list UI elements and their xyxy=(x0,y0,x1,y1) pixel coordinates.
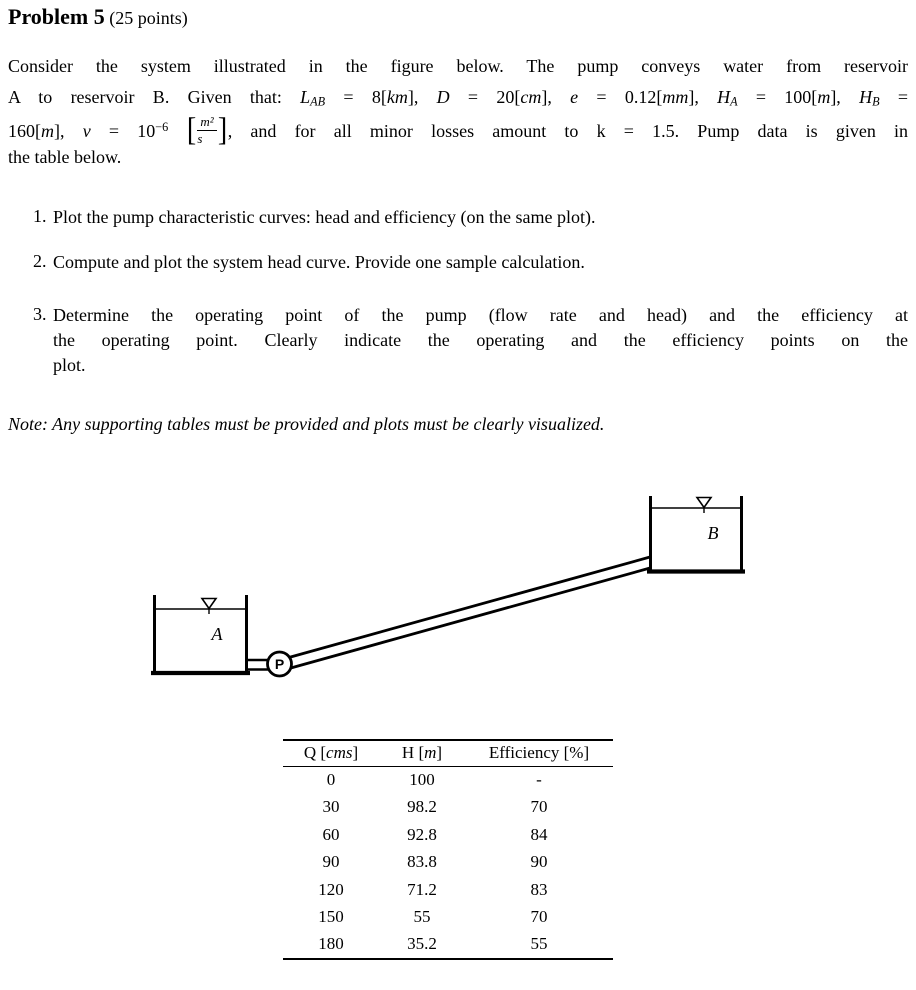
pump-table-cell: 90 xyxy=(530,852,548,872)
pump-table-row xyxy=(283,821,613,849)
text-segment: = 8[ xyxy=(325,87,387,107)
water-surface-icon-a xyxy=(202,599,216,615)
text-segment: B xyxy=(872,94,880,109)
fraction xyxy=(197,115,216,147)
task-3-text-line-2: the operating point. Clearly indicate the operating and the efficiency points on the xyxy=(53,330,908,350)
pump-table-row xyxy=(283,931,613,959)
pump-table-cell: 98.2 xyxy=(407,797,437,817)
text-segment: ], xyxy=(407,87,437,107)
text-segment: m xyxy=(41,120,54,141)
pump-table-cell: 35.2 xyxy=(407,934,437,954)
task-3-number: 3. xyxy=(33,304,47,324)
text-segment: km xyxy=(386,87,408,107)
text-segment: = 100[ xyxy=(737,87,818,107)
text-segment: ], xyxy=(541,87,571,107)
text-segment: the table below. xyxy=(8,147,122,167)
text-segment: = xyxy=(879,87,909,107)
task-3-text-line-1: Determine the operating point of the pump (flow rate and head) and the efficiency at xyxy=(53,305,908,325)
pump-table-row xyxy=(283,766,613,794)
pump-table-cell: 83 xyxy=(530,879,548,899)
pump-table-cell: 100 xyxy=(409,770,435,789)
text-segment: Efficiency [%] xyxy=(488,743,590,763)
intro-line-1 xyxy=(8,55,908,77)
text-segment: AB xyxy=(310,94,326,109)
text-segment: ], xyxy=(688,87,718,107)
pump-table-cell: 55 xyxy=(530,934,548,954)
fraction-denominator: s xyxy=(197,131,203,147)
text-segment: ], xyxy=(54,120,83,141)
pump-label: P xyxy=(274,656,285,672)
text-segment: A xyxy=(730,94,738,109)
intro-line-3 xyxy=(8,112,909,149)
pump-table-row xyxy=(283,849,613,877)
text-segment: ], xyxy=(830,87,860,107)
text-segment: cm xyxy=(520,87,542,107)
pump-table-row xyxy=(283,794,613,822)
reservoir-a-label: A xyxy=(211,624,223,644)
pump xyxy=(268,652,292,676)
text-segment: −6 xyxy=(155,120,169,134)
text-segment: H [ xyxy=(401,743,425,763)
text-segment: cms xyxy=(326,743,353,763)
pump-table-cell: 30 xyxy=(322,797,340,817)
left-bracket: [ xyxy=(187,112,197,149)
pump-table-cell: 90 xyxy=(322,852,340,872)
pump-table-cell: 84 xyxy=(530,824,548,844)
page-title xyxy=(8,4,188,30)
text-segment: H xyxy=(717,87,731,107)
text-segment: H xyxy=(859,87,873,107)
pump-table-cell: 71.2 xyxy=(407,879,437,899)
pump-data-table xyxy=(283,739,613,960)
task-2-text: Compute and plot the system head curve. Provide one sample calculation. xyxy=(53,252,585,272)
pump-table-cell: 180 xyxy=(318,934,344,954)
pump-table-cell: 92.8 xyxy=(407,824,437,844)
text-segment: mm xyxy=(662,87,689,107)
pump-table-cell: 60 xyxy=(322,824,340,844)
fraction-numerator: m² xyxy=(197,115,216,131)
pump-table-cell: 0 xyxy=(326,770,336,789)
text-segment: A to reservoir B. Given that: xyxy=(8,87,301,107)
text-segment: m xyxy=(817,87,831,107)
text-segment xyxy=(168,121,186,141)
task-3-text-line-3: plot. xyxy=(53,355,86,375)
text-segment: = 0.12[ xyxy=(578,87,663,107)
system-figure xyxy=(0,470,916,720)
pump-table-row xyxy=(283,904,613,932)
pump-table-cell: 55 xyxy=(413,907,431,927)
task-1-number: 1. xyxy=(33,206,47,226)
fraction-unit xyxy=(186,114,227,147)
water-surface-icon-b xyxy=(697,498,711,514)
pump-table-cell: 120 xyxy=(318,879,344,899)
pump-table-body xyxy=(283,766,613,959)
task-1-text: Plot the pump characteristic curves: head and efficiency (on the same plot). xyxy=(53,207,596,227)
column-header-efficiency xyxy=(465,740,613,766)
note-text: Note: Any supporting tables must be provided and plots must be clearly visualized. xyxy=(8,414,605,434)
pipe-discharge xyxy=(287,557,650,669)
text-segment: D xyxy=(436,87,450,107)
text-segment: ] xyxy=(436,743,443,763)
reservoir-a xyxy=(151,595,250,675)
task-2-number: 2. xyxy=(33,251,47,271)
pump-table-cell: 150 xyxy=(318,907,344,927)
pump-table-cell: 70 xyxy=(530,907,548,927)
text-segment: m xyxy=(424,743,437,763)
text-segment: ] xyxy=(352,743,359,763)
text-segment: ν xyxy=(82,120,91,141)
pump-table-row xyxy=(283,876,613,904)
pump-table-header-row xyxy=(283,740,613,766)
intro-line-4 xyxy=(8,146,908,168)
problem-points: (25 points) xyxy=(104,8,188,28)
text-segment: L xyxy=(300,87,311,107)
text-segment: 160[ xyxy=(8,120,41,141)
text-segment: , and for all minor losses amount to k = 1.5. Pump data is given in xyxy=(227,120,909,141)
text-segment: = 10 xyxy=(90,120,156,141)
text-segment: Consider the system illustrated in the figure below. The pump conveys water from reservoir xyxy=(8,56,908,76)
intro-line-2 xyxy=(8,86,908,113)
column-header-flow xyxy=(283,740,379,766)
pump-table-cell: - xyxy=(536,770,542,789)
column-header-head xyxy=(379,740,465,766)
problem-title: Problem 5 xyxy=(8,4,105,29)
text-segment: e xyxy=(570,87,579,107)
reservoir-b xyxy=(647,496,745,573)
right-bracket: ] xyxy=(217,112,227,149)
pump-table-cell: 70 xyxy=(530,797,548,817)
pump-table-cell: 83.8 xyxy=(407,852,437,872)
text-segment: Q [ xyxy=(303,743,327,763)
text-segment: = 20[ xyxy=(449,87,521,107)
reservoir-b-label: B xyxy=(707,523,719,543)
